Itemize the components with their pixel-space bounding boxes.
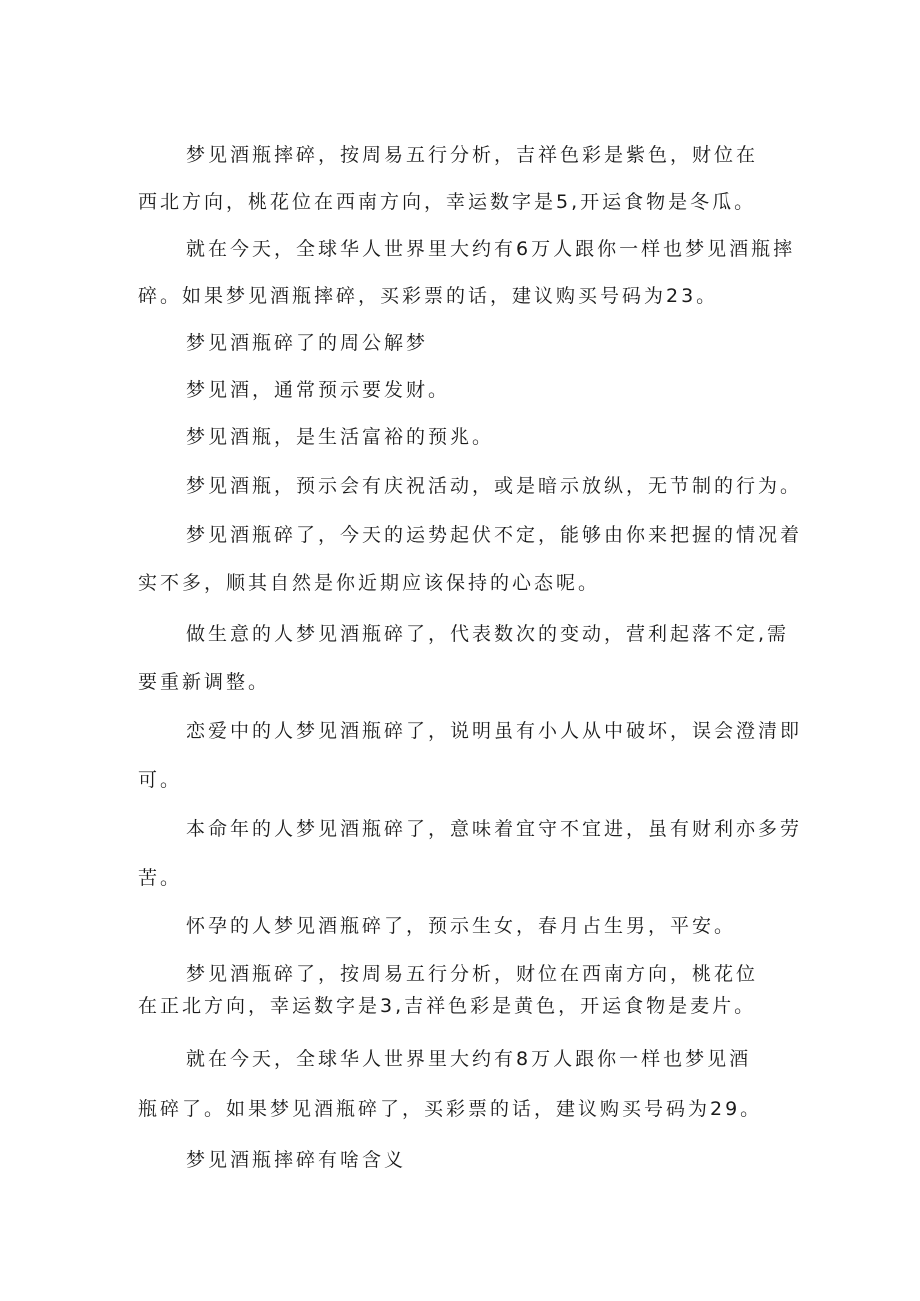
text-line: 本命年的人梦见酒瓶碎了，意味着宜守不宜进，虽有财利亦多劳 bbox=[186, 818, 803, 840]
text-line: 碎。如果梦见酒瓶摔碎，买彩票的话，建议购买号码为23。 bbox=[138, 285, 719, 307]
text-line: 梦见酒瓶摔碎，按周易五行分析，吉祥色彩是紫色，财位在 bbox=[186, 144, 759, 166]
text-line: 苦。 bbox=[138, 867, 183, 889]
text-line: 恋爱中的人梦见酒瓶碎了，说明虽有小人从中破坏，误会澄清即 bbox=[186, 720, 803, 742]
text-line: 梦见酒，通常预示要发财。 bbox=[186, 379, 451, 401]
text-line: 要重新调整。 bbox=[138, 671, 271, 693]
text-line: 就在今天，全球华人世界里大约有6万人跟你一样也梦见酒瓶摔 bbox=[186, 238, 796, 260]
text-line: 可。 bbox=[138, 769, 183, 791]
text-line: 梦见酒瓶摔碎有啥含义 bbox=[186, 1149, 407, 1171]
text-line: 西北方向，桃花位在西南方向，幸运数字是5,开运食物是冬瓜。 bbox=[138, 191, 757, 213]
text-line: 梦见酒瓶碎了的周公解梦 bbox=[186, 332, 429, 354]
text-line: 梦见酒瓶碎了，按周易五行分析，财位在西南方向，桃花位 bbox=[186, 963, 759, 985]
text-line: 实不多，顺其自然是你近期应该保持的心态呢。 bbox=[138, 572, 601, 594]
text-line: 做生意的人梦见酒瓶碎了，代表数次的变动，营利起落不定,需 bbox=[186, 623, 790, 645]
text-line: 梦见酒瓶碎了，今天的运势起伏不定，能够由你来把握的情况着 bbox=[186, 524, 803, 546]
text-line: 梦见酒瓶，是生活富裕的预兆。 bbox=[186, 426, 495, 448]
text-line: 就在今天，全球华人世界里大约有8万人跟你一样也梦见酒 bbox=[186, 1048, 752, 1070]
text-line: 怀孕的人梦见酒瓶碎了，预示生女，春月占生男，平安。 bbox=[186, 915, 737, 937]
text-line: 梦见酒瓶，预示会有庆祝活动，或是暗示放纵，无节制的行为。 bbox=[186, 475, 803, 497]
text-line: 瓶碎了。如果梦见酒瓶碎了，买彩票的话，建议购买号码为29。 bbox=[138, 1098, 763, 1120]
text-line: 在正北方向，幸运数字是3,吉祥色彩是黄色，开运食物是麦片。 bbox=[138, 995, 757, 1017]
